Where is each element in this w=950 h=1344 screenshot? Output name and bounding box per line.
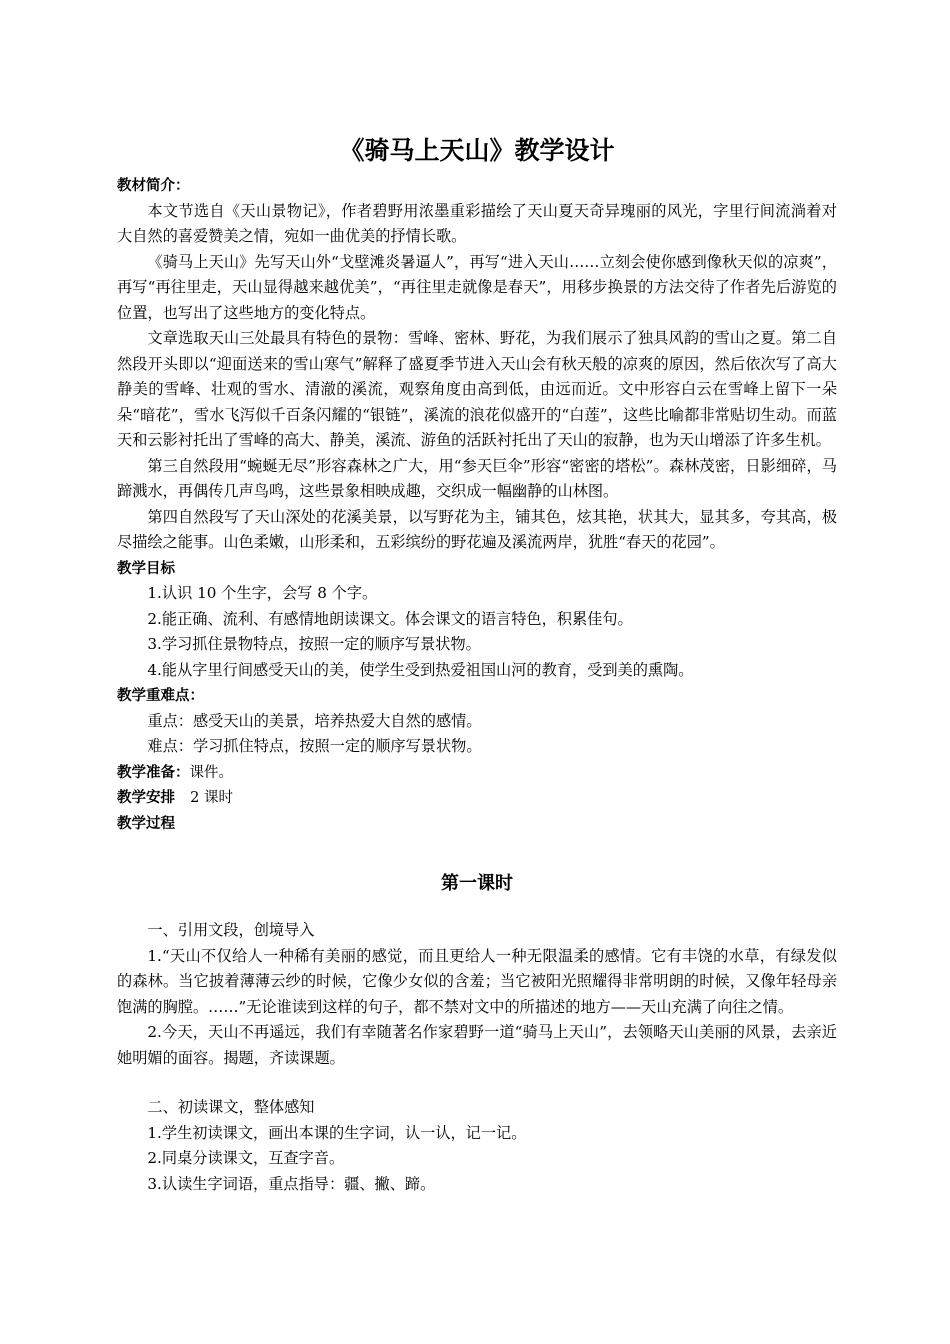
intro-paragraph: 第四自然段写了天山深处的花溪美景，以写野花为主，铺其色，炫其艳，状其大，显其多，夸其高，极尽描绘之能事。山色柔嫩，山形柔和，五彩缤纷的野花遍及溪流两岸，犹胜“春天的花园”。: [117, 507, 837, 551]
goal-item: 4.能从字里行间感受天山的美，使学生受到热爱祖国山河的教育，受到美的熏陶。: [147, 660, 694, 679]
intro-paragraph: 《骑马上天山》先写天山外“戈壁滩炎暑逼人”，再写“进入天山……立刻会使你感到像秋天似的凉爽”，再写“再往里走，天山显得越来越优美”，“再往里走就像是春天”，用移步换景的方法交待了作者先后游览的位置，也写出了这些地方的变化特点。: [117, 252, 837, 322]
intro-heading: 教材简介：: [117, 177, 190, 194]
intro-paragraph: 本文节选自《天山景物记》，作者碧野用浓墨重彩描绘了天山夏天奇异瑰丽的风光，字里行间流淌着对大自然的喜爱赞美之情，宛如一曲优美的抒情长歌。: [117, 201, 837, 245]
section-item: 2.同桌分读课文，互查字音。: [147, 1149, 345, 1167]
prep-line: [117, 760, 837, 786]
keypoints-heading: 教学重难点：: [117, 687, 204, 704]
goal-item: 3.学习抓住景物特点，按照一定的顺序写景状物。: [147, 635, 481, 653]
schedule-value: 2 课时: [190, 790, 233, 806]
prep-label: 教学准备：: [117, 763, 190, 781]
document-title: 《骑马上天山》教学设计: [339, 136, 615, 165]
section-item: 3.认读生字词语，重点指导：疆、撇、蹄。: [147, 1174, 436, 1193]
prep-value: 课件。: [189, 764, 233, 781]
lesson-title: 第一课时: [441, 873, 513, 894]
process-heading: 教学过程: [117, 814, 175, 832]
intro-paragraph: 第三自然段用“蜿蜒无尽”形容森林之广大，用“参天巨伞”形容“密密的塔松”。森林茂密，日影细碎，马蹄溅水，再偶传几声鸟鸣，这些景象相映成趣，交织成一幅幽静的山林图。: [117, 456, 837, 500]
intro-paragraph: 文章选取天山三处最具有特色的景物：雪峰、密林、野花，为我们展示了独具风韵的雪山之夏。第二自然段开头即以“迎面送来的雪山寒气”解释了盛夏季节进入天山会有秋天般的凉爽的原因，然后依次写了高大静美的雪峰、壮观的雪水、清澈的溪流，观察角度由高到低，由远而近。文中形容白云在雪峰上留下一朵朵“暗花”，雪水飞泻似千百条闪耀的“银链”，溪流的浪花似盛开的“白莲”，这些比喻都非常贴切生动。而蓝天和云影衬托出了雪峰的高大、静美，溪流、游鱼的活跃衬托出了天山的寂静，也为天山增添了许多生机。: [117, 329, 837, 449]
section-heading: 一、引用文段，创境导入: [147, 921, 315, 939]
section-heading: 二、初读课文，整体感知: [147, 1098, 315, 1116]
goals-heading: 教学目标: [117, 559, 175, 577]
document-page: [117, 131, 837, 1197]
section-paragraph: 1.“天山不仅给人一种稀有美丽的感觉，而且更给人一种无限温柔的感情。它有丰饶的水草，有绿发似的森林。当它披着薄薄云纱的时候，它像少女似的含羞；当它被阳光照耀得非常明朗的时候，又像年轻母亲饱满的胸膛。……”无论谁读到这样的句子，都不禁对文中的所描述的地方——天山充满了向往之情。: [117, 946, 837, 1016]
schedule-line: [117, 785, 837, 811]
goal-item: 2.能正确、流利、有感情地朗读课文。体会课文的语言特色，积累佳句。: [147, 609, 633, 628]
section-paragraph: 2.今天，天山不再遥远，我们有幸随著名作家碧野一道“骑马上天山”，去领略天山美丽的风景，去亲近她明媚的面容。揭题，齐读课题。: [117, 1023, 837, 1067]
keypoint-item: 重点：感受天山的美景，培养热爱大自然的感情。: [147, 711, 482, 730]
schedule-label: 教学安排: [117, 789, 175, 806]
keypoint-item: 难点：学习抓住特点，按照一定的顺序写景状物。: [147, 737, 482, 755]
section-item: 1.学生初读课文，画出本课的生字词，认一认，记一记。: [147, 1123, 527, 1142]
goal-item: 1.认识 10 个生字，会写 8 个字。: [147, 584, 378, 602]
